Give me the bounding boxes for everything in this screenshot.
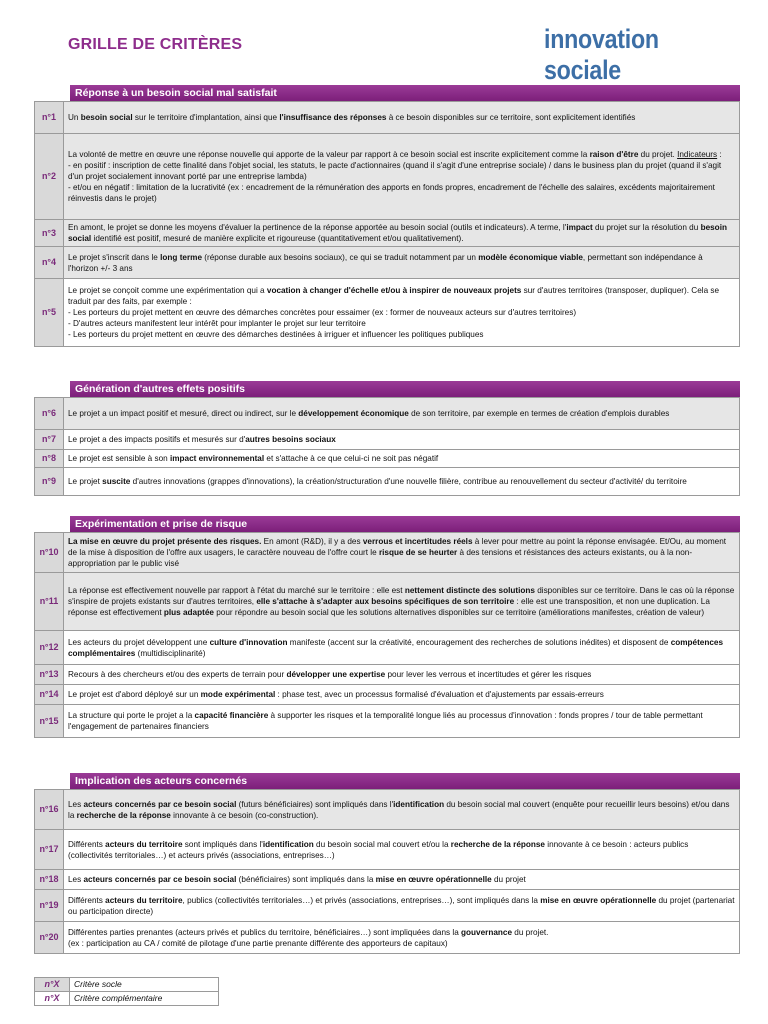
criterion-text: La mise en œuvre du projet présente des risques. En amont (R&D), il y a des verrous et incertitudes réels à lever pour mettre au point la réponse envisagée. Et/Ou, au moment de la mise à disposition de l'offre aux usagers, le caractère nouveau de l'offre court le risque de se heurter à des tensions et résistances des acteurs existants, ou à la non-appropriation par le public visé xyxy=(64,533,740,573)
criterion-number: n°17 xyxy=(35,830,64,870)
criterion-text: Les acteurs du projet développent une culture d'innovation manifeste (accent sur la créativité, encouragement des recherches de solutions inédites) et disposent de compétences complémentaires (multidisciplinarité) xyxy=(64,631,740,665)
innovation-sociale-logo: innovation sociale xyxy=(544,24,659,85)
section-title: Implication des acteurs concernés xyxy=(70,773,740,789)
criteria-table xyxy=(34,789,740,954)
criterion-text: La volonté de mettre en œuvre une réponse nouvelle qui apporte de la valeur par rapport à ce besoin social est inscrite explicitement comme la raison d'être du projet. Indicateurs : - en positif : inscription de cette finalité dans l'objet social, les statuts, le pacte d'actionnaires (quand il s'agit d'une entreprise sociale) / dans le business plan du projet (quand il s'agit d'un projet socialement innovant porté par une entreprise lambda) - et/ou en négatif : limitation de la lucrativité (ex : encadrement de la rémunération des apports en fonds propres, encadrement de l'échelle des salaires, excédents majoritairement réinvestis dans le projet) xyxy=(64,134,740,220)
criterion-number: n°16 xyxy=(35,790,64,830)
legend xyxy=(34,977,219,1006)
criterion-number: n°18 xyxy=(35,870,64,890)
criterion-row xyxy=(35,631,740,665)
legend-row xyxy=(35,978,219,992)
criterion-text: Les acteurs concernés par ce besoin social (futurs bénéficiaires) sont impliqués dans l'identification du besoin social mal couvert (enquête pour recueillir leurs besoins) et/ou dans la recherche de la réponse innovante à ce besoin (co-construction). xyxy=(64,790,740,830)
legend-marker: n°X xyxy=(35,978,70,992)
legend-label: Critère complémentaire xyxy=(70,992,219,1006)
criterion-row xyxy=(35,533,740,573)
legend-marker: n°X xyxy=(35,992,70,1006)
section-title: Réponse à un besoin social mal satisfait xyxy=(70,85,740,101)
criterion-number: n°10 xyxy=(35,533,64,573)
criterion-number: n°1 xyxy=(35,102,64,134)
criterion-row xyxy=(35,102,740,134)
criterion-text: En amont, le projet se donne les moyens d'évaluer la pertinence de la réponse apportée au besoin social (outils et indicateurs). A terme, l'impact du projet sur la résolution du besoin social identifié est positif, mesuré de manière explicite et rigoureuse (quantitativement et/ou qualitativement). xyxy=(64,220,740,247)
criterion-row xyxy=(35,870,740,890)
legend-row xyxy=(35,992,219,1006)
criterion-row xyxy=(35,134,740,220)
criterion-row xyxy=(35,922,740,954)
criterion-text: Le projet est d'abord déployé sur un mode expérimental : phase test, avec un processus formalisé d'évaluation et d'ajustements par essais-erreurs xyxy=(64,685,740,705)
criterion-number: n°13 xyxy=(35,665,64,685)
criterion-number: n°14 xyxy=(35,685,64,705)
criterion-row xyxy=(35,685,740,705)
criterion-text: Différentes parties prenantes (acteurs privés et publics du territoire, bénéficiaires…) sont impliquées dans la gouvernance du projet. (ex : participation au CA / comité de pilotage d'une partie prenante différente des apporteurs de capitaux) xyxy=(64,922,740,954)
criterion-row xyxy=(35,573,740,631)
criterion-text: Le projet est sensible à son impact environnemental et s'attache à ce que celui-ci ne soit pas négatif xyxy=(64,450,740,468)
criterion-text: Un besoin social sur le territoire d'implantation, ainsi que l'insuffisance des réponses à ce besoin disponibles sur ce territoire, sont explicitement identifiés xyxy=(64,102,740,134)
criterion-row xyxy=(35,468,740,496)
criterion-number: n°20 xyxy=(35,922,64,954)
criterion-text: Le projet s'inscrit dans le long terme (réponse durable aux besoins sociaux), ce qui se traduit notamment par un modèle économique viable, permettant son indépendance à l'horizon +/- 3 ans xyxy=(64,247,740,279)
criteria-table xyxy=(34,101,740,347)
section-autres-effets xyxy=(34,381,740,496)
section-experimentation xyxy=(34,516,740,738)
criterion-number: n°7 xyxy=(35,430,64,450)
criterion-text: Le projet suscite d'autres innovations (grappes d'innovations), la création/structuration d'une nouvelle filière, contribue au renouvellement du secteur d'activité/ du territoire xyxy=(64,468,740,496)
criterion-number: n°3 xyxy=(35,220,64,247)
criterion-row xyxy=(35,790,740,830)
criterion-text: Différents acteurs du territoire, publics (collectivités territoriales…) et privés (associations, entreprises…), sont impliqués dans la mise en œuvre opérationnelle du projet (partenariat ou participation directe) xyxy=(64,890,740,922)
criterion-row xyxy=(35,450,740,468)
criteria-table xyxy=(34,397,740,496)
criterion-number: n°8 xyxy=(35,450,64,468)
criterion-row xyxy=(35,398,740,430)
section-title: Expérimentation et prise de risque xyxy=(70,516,740,532)
criterion-text: La réponse est effectivement nouvelle par rapport à l'état du marché sur le territoire : elle est nettement distincte des solutions disponibles sur ce territoire. Dans le cas où la réponse s'inspire de projets existants sur d'autres territoires, elle s'attache à s'adapter aux besoins spécifiques de son territoire : elle est une transposition, et non une duplication. La réponse est effectivement plus adaptée pour répondre au besoin social que les solutions alternatives disponibles sur ce territoire (améliorations manifestes, création de valeur) xyxy=(64,573,740,631)
criterion-number: n°11 xyxy=(35,573,64,631)
page-title: GRILLE DE CRITÈRES xyxy=(68,36,243,53)
criterion-number: n°2 xyxy=(35,134,64,220)
criterion-text: La structure qui porte le projet a la capacité financière à supporter les risques et la temporalité longue liés au processus d'innovation : fonds propres / tour de table permettant l'engagement de partenaires financiers xyxy=(64,705,740,738)
criterion-row xyxy=(35,830,740,870)
criterion-row xyxy=(35,220,740,247)
criterion-text: Le projet a des impacts positifs et mesurés sur d'autres besoins sociaux xyxy=(64,430,740,450)
criterion-row xyxy=(35,705,740,738)
criterion-row xyxy=(35,279,740,347)
criterion-number: n°9 xyxy=(35,468,64,496)
section-title: Génération d'autres effets positifs xyxy=(70,381,740,397)
criterion-row xyxy=(35,890,740,922)
criterion-number: n°12 xyxy=(35,631,64,665)
criterion-text: Les acteurs concernés par ce besoin social (bénéficiaires) sont impliqués dans la mise en œuvre opérationnelle du projet xyxy=(64,870,740,890)
criteria-table xyxy=(34,532,740,738)
criterion-number: n°4 xyxy=(35,247,64,279)
criterion-text: Différents acteurs du territoire sont impliqués dans l'identification du besoin social mal couvert et/ou la recherche de la réponse innovante à ce besoin : acteurs publics (collectivités territoriales…) et acteurs privés (associations, entreprises…) xyxy=(64,830,740,870)
section-besoin-social xyxy=(34,85,740,347)
criterion-number: n°19 xyxy=(35,890,64,922)
criterion-row xyxy=(35,247,740,279)
criterion-text: Le projet se conçoit comme une expérimentation qui a vocation à changer d'échelle et/ou à inspirer de nouveaux projets sur d'autres territoires (transposer, dupliquer). Cela se traduit par des faits, par exemple : - Les porteurs du projet mettent en œuvre des démarches concrètes pour essaimer (ex : former de nouveaux acteurs sur d'autres territoires) - D'autres acteurs manifestent leur intérêt pour implanter le projet sur leur territoire - Les porteurs du projet mettent en œuvre des démarches destinées à irriguer et influencer les politiques publiques xyxy=(64,279,740,347)
legend-label: Critère socle xyxy=(70,978,219,992)
criterion-text: Recours à des chercheurs et/ou des experts de terrain pour développer une expertise pour lever les verrous et incertitudes et gérer les risques xyxy=(64,665,740,685)
criterion-number: n°5 xyxy=(35,279,64,347)
section-implication-acteurs xyxy=(34,773,740,954)
criterion-text: Le projet a un impact positif et mesuré, direct ou indirect, sur le développement économique de son territoire, par exemple en termes de création d'emplois durables xyxy=(64,398,740,430)
criterion-row xyxy=(35,430,740,450)
criterion-number: n°15 xyxy=(35,705,64,738)
criterion-row xyxy=(35,665,740,685)
criterion-number: n°6 xyxy=(35,398,64,430)
